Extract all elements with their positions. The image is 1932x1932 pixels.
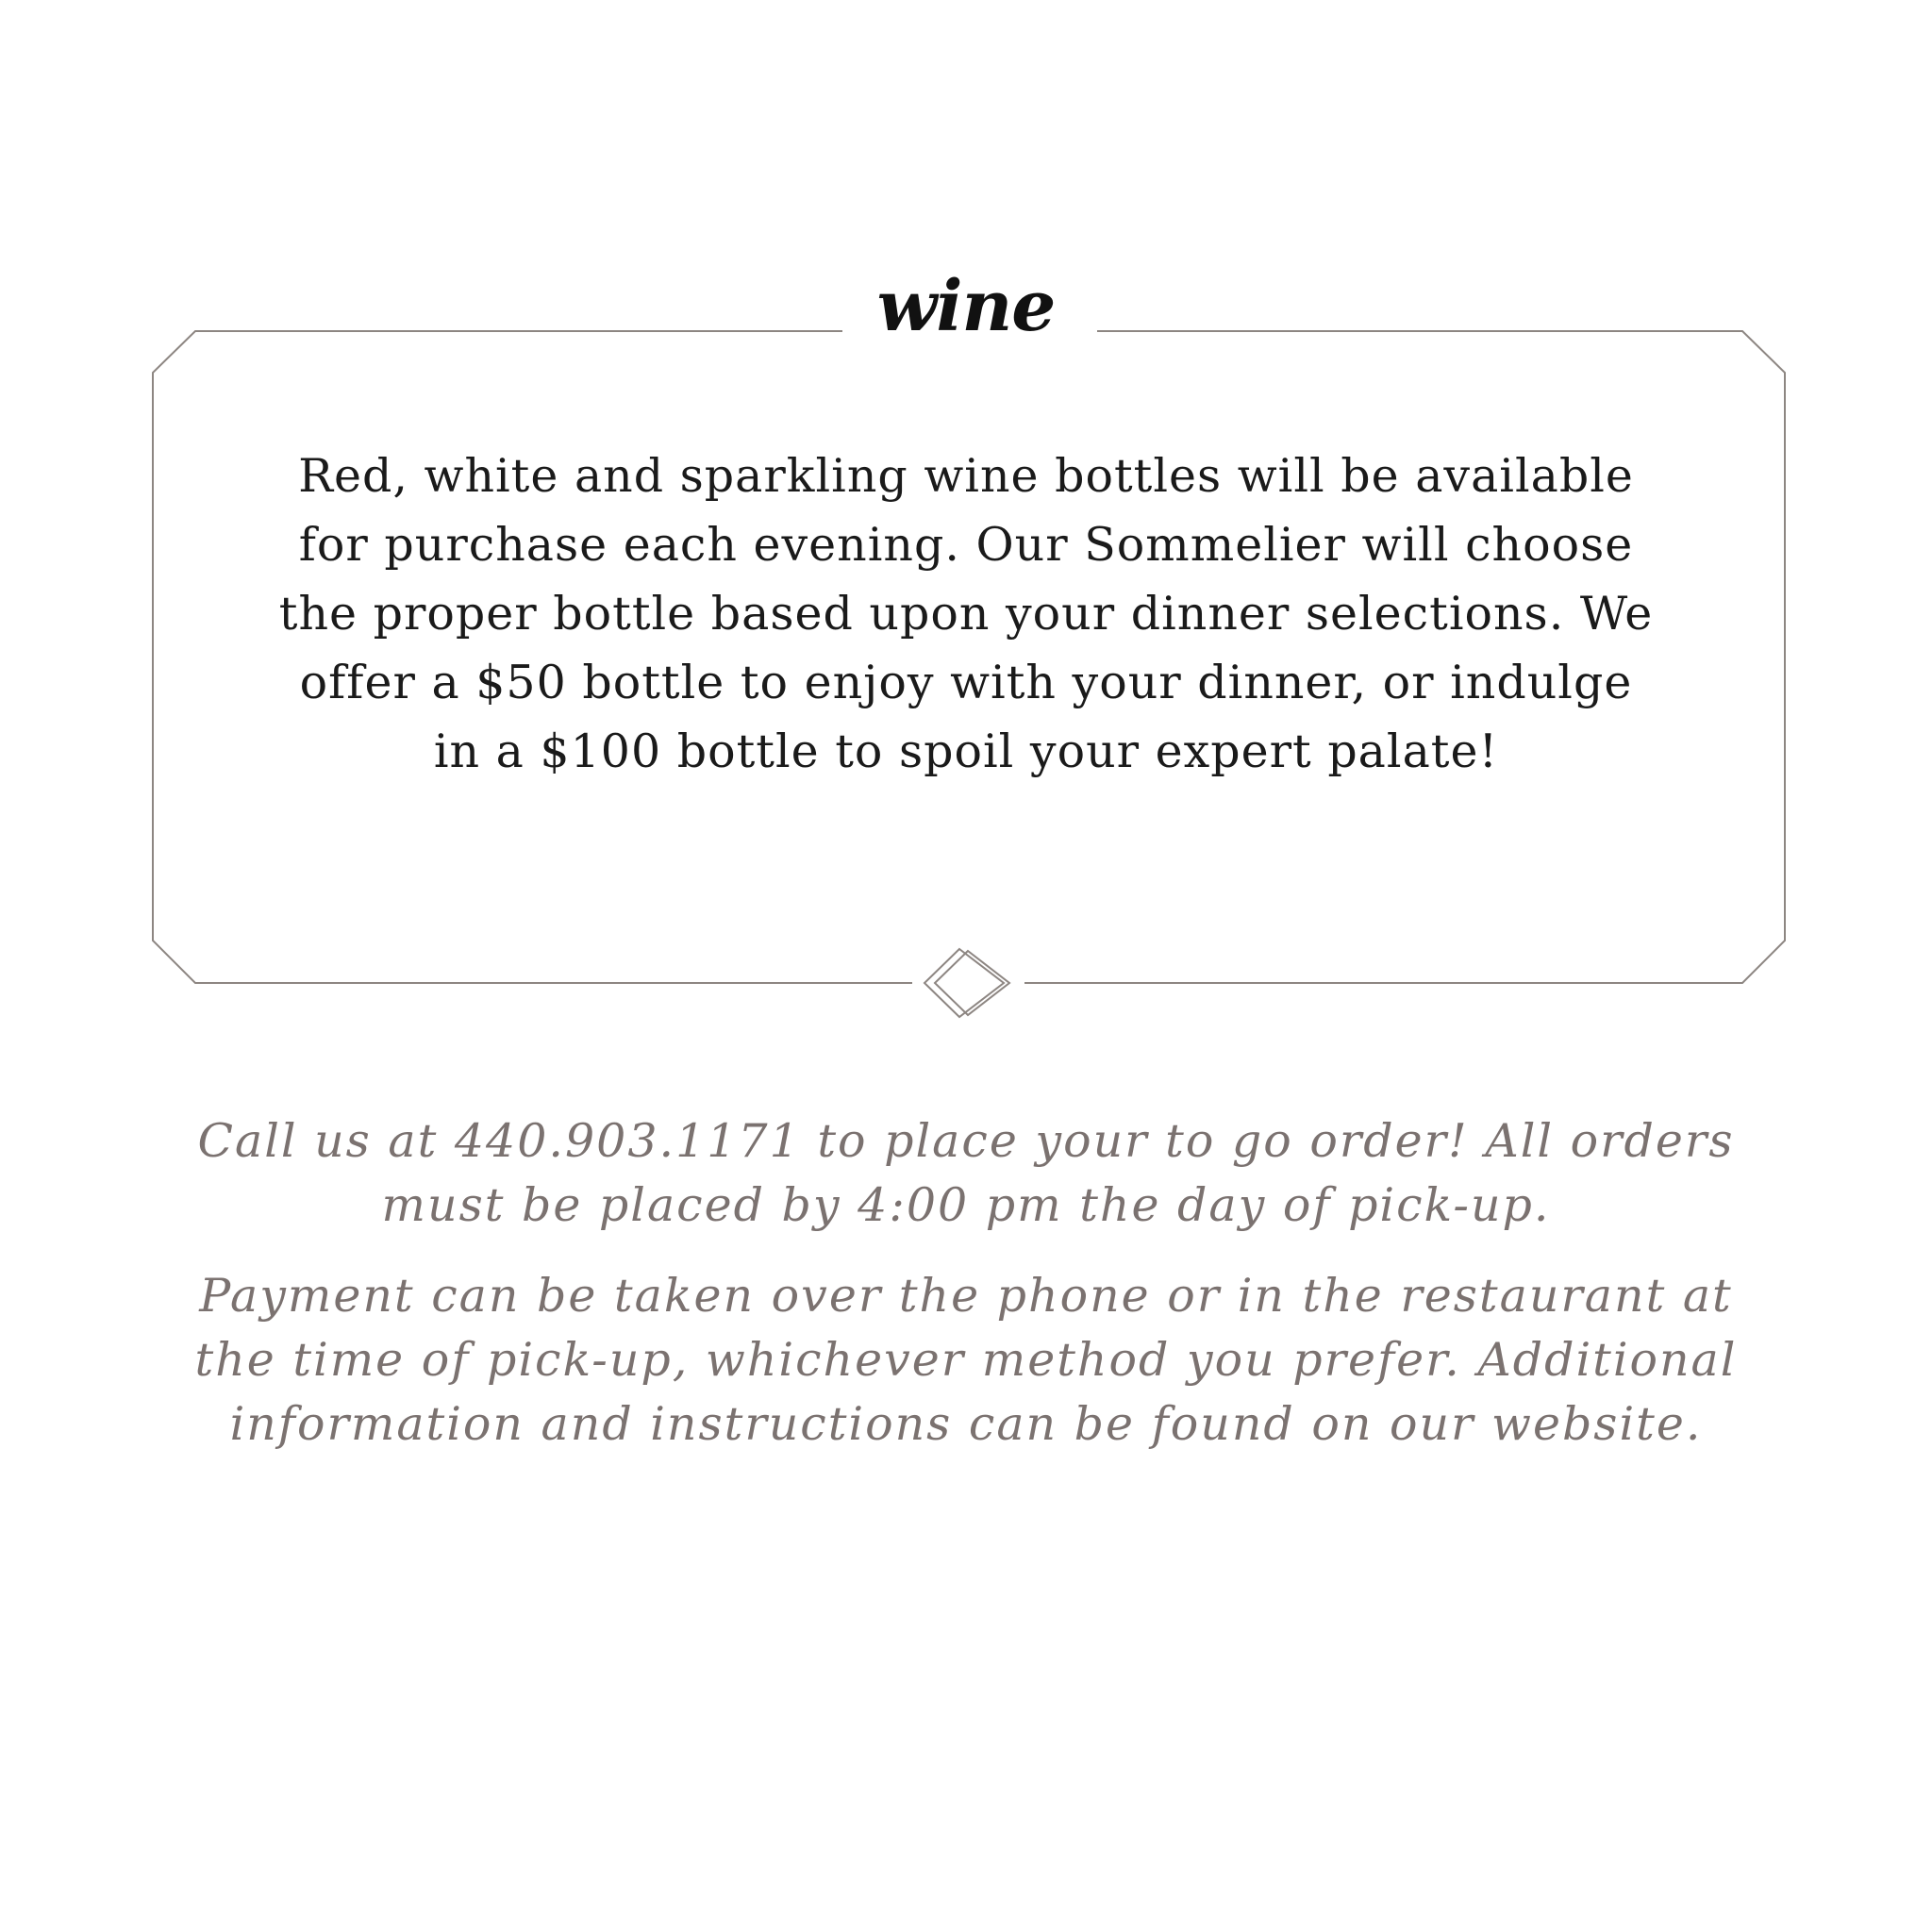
payment-note: Payment can be taken over the phone or in the restaurant at the time of pick-up, whichever method you prefer. Additional information and instructions can be found on our website. (194, 1269, 1738, 1451)
order-call-note: Call us at 440.903.1171 to place your to go order! All orders must be placed by 4:00 pm the day of pick-up. (197, 1114, 1735, 1232)
diamond-ornament-icon (924, 949, 1009, 1017)
section-title: wine (876, 266, 1056, 347)
wine-description: Red, white and sparkling wine bottles will be available for purchase each evening. Our Sommelier will choose the proper bottle based upon your dinner selections. We offer a $50 bottle to enjoy with your dinner, or indulge in a $100 bottle to spoil your expert palate! (278, 449, 1654, 778)
